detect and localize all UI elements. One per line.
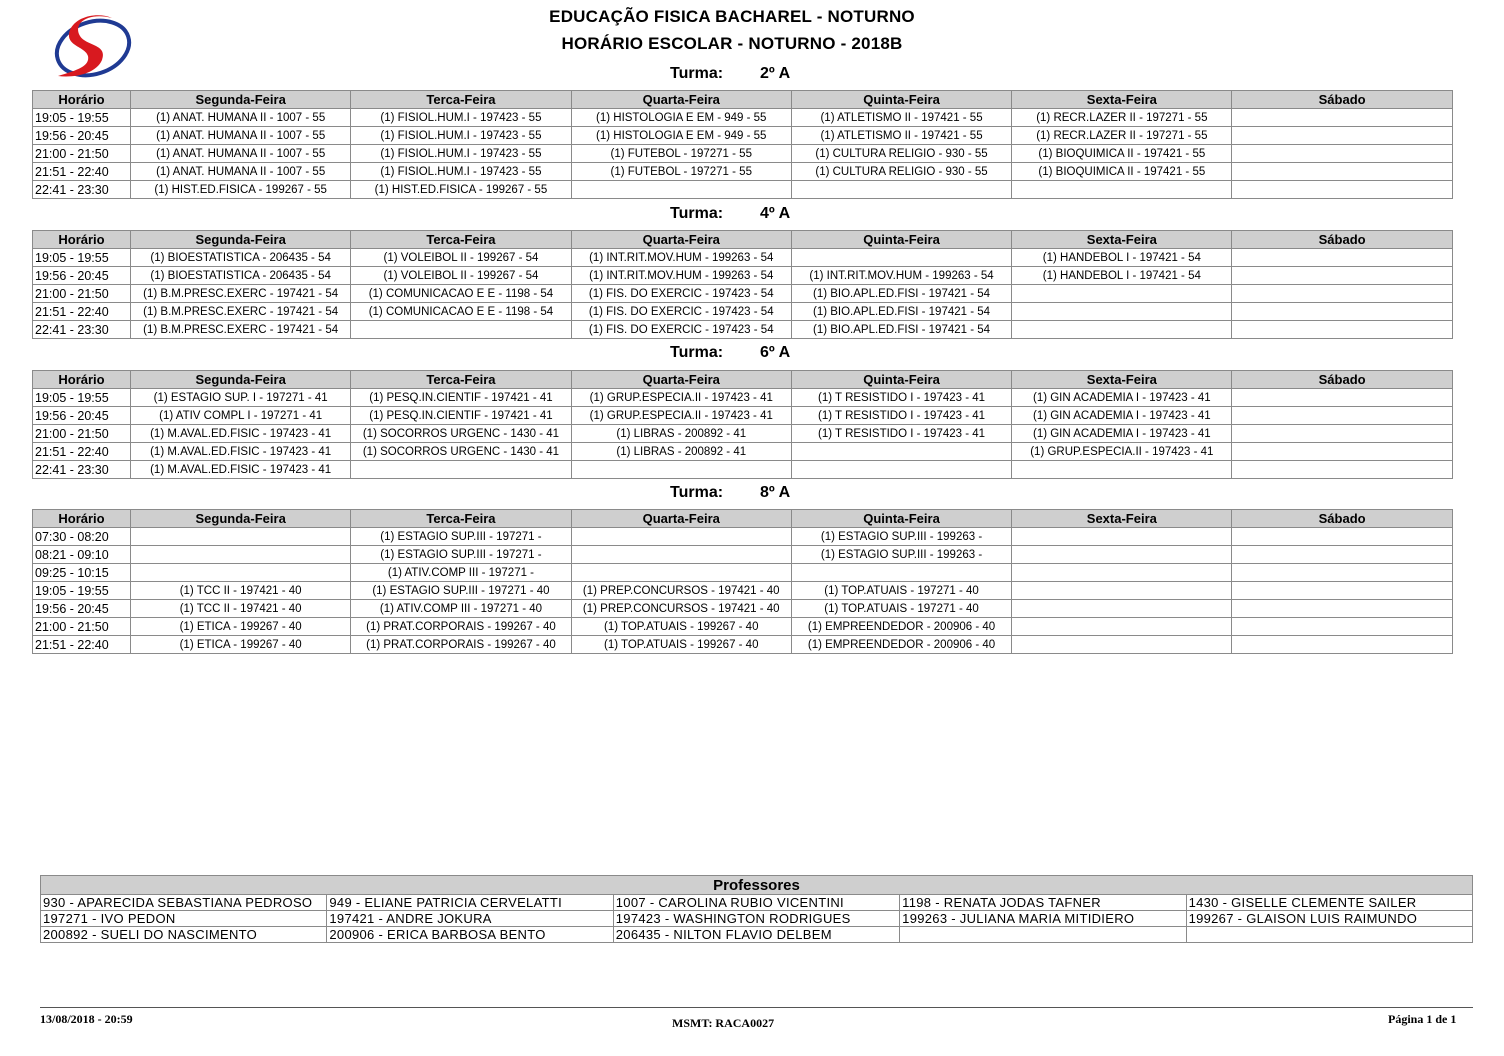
header-row bbox=[33, 510, 1453, 528]
class-cell: (1) ATIV COMPL I - 197271 - 41 bbox=[131, 407, 351, 425]
header-row bbox=[33, 91, 1453, 109]
class-cell: (1) PESQ.IN.CIENTIF - 197421 - 41 bbox=[351, 407, 571, 425]
class-cell bbox=[571, 528, 791, 546]
time-cell: 21:00 - 21:50 bbox=[33, 145, 131, 163]
class-cell: (1) FISIOL.HUM.I - 197423 - 55 bbox=[351, 145, 571, 163]
class-cell bbox=[1012, 600, 1232, 618]
class-cell: (1) TOP.ATUAIS - 197271 - 40 bbox=[791, 600, 1011, 618]
class-cell bbox=[1232, 145, 1452, 163]
class-cell bbox=[1232, 425, 1452, 443]
document-title: EDUCAÇÃO FISICA BACHAREL - NOTURNO bbox=[549, 7, 915, 26]
schedule-table bbox=[32, 230, 1453, 339]
class-cell bbox=[1012, 546, 1232, 564]
class-cell: (1) TCC II - 197421 - 40 bbox=[131, 600, 351, 618]
class-cell: (1) TCC II - 197421 - 40 bbox=[131, 582, 351, 600]
time-cell: 08:21 - 09:10 bbox=[33, 546, 131, 564]
column-header: Terca-Feira bbox=[351, 91, 571, 109]
column-header: Quinta-Feira bbox=[791, 371, 1011, 389]
class-cell: (1) HISTOLOGIA E EM - 949 - 55 bbox=[571, 109, 791, 127]
class-cell bbox=[1232, 600, 1452, 618]
column-header: Sexta-Feira bbox=[1012, 91, 1232, 109]
class-cell: (1) BIO.APL.ED.FISI - 197421 - 54 bbox=[791, 321, 1011, 339]
time-cell: 21:51 - 22:40 bbox=[33, 443, 131, 461]
class-cell: (1) COMUNICACAO E E - 1198 - 54 bbox=[351, 303, 571, 321]
class-cell: (1) FUTEBOL - 197271 - 55 bbox=[571, 163, 791, 181]
class-cell bbox=[1012, 461, 1232, 479]
class-cell bbox=[131, 546, 351, 564]
column-header: Terca-Feira bbox=[351, 510, 571, 528]
professor-cell: 200892 - SUELI DO NASCIMENTO bbox=[41, 927, 327, 943]
column-header: Quarta-Feira bbox=[571, 231, 791, 249]
schedule-table bbox=[32, 90, 1453, 199]
class-cell: (1) ETICA - 199267 - 40 bbox=[131, 618, 351, 636]
time-cell: 19:05 - 19:55 bbox=[33, 582, 131, 600]
class-cell bbox=[791, 461, 1011, 479]
class-cell: (1) BIO.APL.ED.FISI - 197421 - 54 bbox=[791, 303, 1011, 321]
class-cell bbox=[351, 321, 571, 339]
class-cell bbox=[791, 564, 1011, 582]
class-cell: (1) FISIOL.HUM.I - 197423 - 55 bbox=[351, 163, 571, 181]
class-cell bbox=[1232, 303, 1452, 321]
class-cell: (1) M.AVAL.ED.FISIC - 197423 - 41 bbox=[131, 425, 351, 443]
class-cell bbox=[1232, 321, 1452, 339]
class-cell: (1) HIST.ED.FISICA - 199267 - 55 bbox=[351, 181, 571, 199]
table-row bbox=[33, 636, 1453, 654]
class-cell: (1) TOP.ATUAIS - 197271 - 40 bbox=[791, 582, 1011, 600]
class-cell: (1) FISIOL.HUM.I - 197423 - 55 bbox=[351, 127, 571, 145]
professor-cell: 1430 - GISELLE CLEMENTE SAILER bbox=[1186, 895, 1472, 911]
table-row bbox=[33, 600, 1453, 618]
class-cell bbox=[1232, 109, 1452, 127]
class-cell: (1) ESTAGIO SUP.III - 199263 - bbox=[791, 528, 1011, 546]
class-cell: (1) FUTEBOL - 197271 - 55 bbox=[571, 145, 791, 163]
class-cell: (1) ATLETISMO II - 197421 - 55 bbox=[791, 127, 1011, 145]
class-cell: (1) FIS. DO EXERCIC - 197423 - 54 bbox=[571, 303, 791, 321]
table-row bbox=[33, 425, 1453, 443]
professor-cell bbox=[1186, 927, 1472, 943]
column-header: Segunda-Feira bbox=[131, 371, 351, 389]
class-cell: (1) VOLEIBOL II - 199267 - 54 bbox=[351, 267, 571, 285]
professores-table bbox=[40, 875, 1473, 943]
class-cell: (1) SOCORROS URGENC - 1430 - 41 bbox=[351, 443, 571, 461]
class-cell: (1) ANAT. HUMANA II - 1007 - 55 bbox=[131, 163, 351, 181]
class-cell: (1) ATLETISMO II - 197421 - 55 bbox=[791, 109, 1011, 127]
class-cell: (1) ATIV.COMP III - 197271 - bbox=[351, 564, 571, 582]
class-cell: (1) INT.RIT.MOV.HUM - 199263 - 54 bbox=[571, 267, 791, 285]
footer-date: 13/08/2018 - 20:59 bbox=[40, 1012, 133, 1026]
turma-value: 8º A bbox=[760, 484, 791, 501]
table-row bbox=[33, 528, 1453, 546]
class-cell: (1) T RESISTIDO I - 197423 - 41 bbox=[791, 425, 1011, 443]
table-row bbox=[33, 249, 1453, 267]
time-cell: 21:51 - 22:40 bbox=[33, 303, 131, 321]
column-header: Segunda-Feira bbox=[131, 510, 351, 528]
class-cell bbox=[1232, 564, 1452, 582]
time-cell: 19:56 - 20:45 bbox=[33, 267, 131, 285]
class-cell bbox=[1232, 461, 1452, 479]
time-cell: 22:41 - 23:30 bbox=[33, 321, 131, 339]
class-cell: (1) ESTAGIO SUP.III - 199263 - bbox=[791, 546, 1011, 564]
class-cell: (1) ATIV.COMP III - 197271 - 40 bbox=[351, 600, 571, 618]
class-cell: (1) HANDEBOL I - 197421 - 54 bbox=[1012, 249, 1232, 267]
column-header: Sexta-Feira bbox=[1012, 231, 1232, 249]
table-row bbox=[33, 618, 1453, 636]
professor-cell: 199263 - JULIANA MARIA MITIDIERO bbox=[900, 911, 1186, 927]
class-cell bbox=[571, 461, 791, 479]
turma-label: Turma: bbox=[670, 65, 724, 82]
column-header: Horário bbox=[33, 510, 131, 528]
class-cell: (1) T RESISTIDO I - 197423 - 41 bbox=[791, 407, 1011, 425]
class-cell: (1) EMPREENDEDOR - 200906 - 40 bbox=[791, 636, 1011, 654]
professor-cell: 1007 - CAROLINA RUBIO VICENTINI bbox=[613, 895, 899, 911]
professor-cell: 949 - ELIANE PATRICIA CERVELATTI bbox=[327, 895, 613, 911]
class-cell: (1) BIOQUIMICA II - 197421 - 55 bbox=[1012, 163, 1232, 181]
class-cell: (1) CULTURA RELIGIO - 930 - 55 bbox=[791, 145, 1011, 163]
table-row bbox=[33, 443, 1453, 461]
turma-label: Turma: bbox=[670, 484, 724, 501]
class-cell: (1) BIO.APL.ED.FISI - 197421 - 54 bbox=[791, 285, 1011, 303]
class-cell bbox=[1232, 181, 1452, 199]
column-header: Quinta-Feira bbox=[791, 231, 1011, 249]
table-row bbox=[41, 927, 1473, 943]
table-row bbox=[33, 564, 1453, 582]
column-header: Sexta-Feira bbox=[1012, 510, 1232, 528]
class-cell bbox=[1012, 528, 1232, 546]
class-cell bbox=[1232, 443, 1452, 461]
footer-page: Página 1 de 1 bbox=[1388, 1012, 1457, 1026]
footer-divider bbox=[40, 1007, 1473, 1008]
class-cell: (1) HANDEBOL I - 197421 - 54 bbox=[1012, 267, 1232, 285]
time-cell: 19:56 - 20:45 bbox=[33, 600, 131, 618]
class-cell: (1) PREP.CONCURSOS - 197421 - 40 bbox=[571, 600, 791, 618]
class-cell bbox=[1232, 407, 1452, 425]
class-cell bbox=[791, 249, 1011, 267]
time-cell: 07:30 - 08:20 bbox=[33, 528, 131, 546]
column-header: Horário bbox=[33, 91, 131, 109]
professor-cell: 200906 - ERICA BARBOSA BENTO bbox=[327, 927, 613, 943]
class-cell: (1) B.M.PRESC.EXERC - 197421 - 54 bbox=[131, 285, 351, 303]
class-cell bbox=[791, 443, 1011, 461]
class-cell: (1) ESTAGIO SUP.III - 197271 - bbox=[351, 528, 571, 546]
class-cell bbox=[1232, 528, 1452, 546]
time-cell: 21:51 - 22:40 bbox=[33, 163, 131, 181]
class-cell: (1) PRAT.CORPORAIS - 199267 - 40 bbox=[351, 618, 571, 636]
table-row bbox=[33, 163, 1453, 181]
professor-cell: 930 - APARECIDA SEBASTIANA PEDROSO bbox=[41, 895, 327, 911]
class-cell bbox=[1232, 249, 1452, 267]
class-cell: (1) ANAT. HUMANA II - 1007 - 55 bbox=[131, 109, 351, 127]
class-cell: (1) CULTURA RELIGIO - 930 - 55 bbox=[791, 163, 1011, 181]
class-cell: (1) LIBRAS - 200892 - 41 bbox=[571, 425, 791, 443]
footer-code: MSMT: RACA0027 bbox=[672, 1016, 775, 1030]
class-cell: (1) M.AVAL.ED.FISIC - 197423 - 41 bbox=[131, 461, 351, 479]
class-cell bbox=[1232, 582, 1452, 600]
class-cell bbox=[1012, 618, 1232, 636]
column-header: Segunda-Feira bbox=[131, 231, 351, 249]
class-cell bbox=[1232, 267, 1452, 285]
class-cell: (1) RECR.LAZER II - 197271 - 55 bbox=[1012, 109, 1232, 127]
professor-cell bbox=[900, 927, 1186, 943]
table-row bbox=[33, 109, 1453, 127]
class-cell: (1) GRUP.ESPECIA.II - 197423 - 41 bbox=[1012, 443, 1232, 461]
column-header: Quarta-Feira bbox=[571, 91, 791, 109]
table-row bbox=[33, 321, 1453, 339]
class-cell: (1) HIST.ED.FISICA - 199267 - 55 bbox=[131, 181, 351, 199]
class-cell bbox=[1232, 389, 1452, 407]
schedule-table bbox=[32, 509, 1453, 654]
column-header: Terca-Feira bbox=[351, 371, 571, 389]
turma-label: Turma: bbox=[670, 205, 724, 222]
time-cell: 19:05 - 19:55 bbox=[33, 109, 131, 127]
column-header: Sábado bbox=[1232, 231, 1452, 249]
column-header: Quinta-Feira bbox=[791, 91, 1011, 109]
turma-value: 2º A bbox=[760, 65, 791, 82]
table-row bbox=[33, 389, 1453, 407]
time-cell: 19:05 - 19:55 bbox=[33, 249, 131, 267]
class-cell: (1) SOCORROS URGENC - 1430 - 41 bbox=[351, 425, 571, 443]
class-cell: (1) BIOESTATISTICA - 206435 - 54 bbox=[131, 249, 351, 267]
class-cell: (1) LIBRAS - 200892 - 41 bbox=[571, 443, 791, 461]
turma-value: 6º A bbox=[760, 344, 791, 361]
time-cell: 21:51 - 22:40 bbox=[33, 636, 131, 654]
table-row bbox=[33, 303, 1453, 321]
class-cell: (1) GIN ACADEMIA I - 197423 - 41 bbox=[1012, 425, 1232, 443]
class-cell bbox=[1012, 321, 1232, 339]
class-cell: (1) RECR.LAZER II - 197271 - 55 bbox=[1012, 127, 1232, 145]
class-cell: (1) FIS. DO EXERCIC - 197423 - 54 bbox=[571, 321, 791, 339]
class-cell bbox=[1012, 564, 1232, 582]
class-cell: (1) GIN ACADEMIA I - 197423 - 41 bbox=[1012, 407, 1232, 425]
class-cell: (1) T RESISTIDO I - 197423 - 41 bbox=[791, 389, 1011, 407]
class-cell: (1) PRAT.CORPORAIS - 199267 - 40 bbox=[351, 636, 571, 654]
class-cell: (1) INT.RIT.MOV.HUM - 199263 - 54 bbox=[571, 249, 791, 267]
time-cell: 19:56 - 20:45 bbox=[33, 127, 131, 145]
class-cell: (1) ESTAGIO SUP. I - 197271 - 41 bbox=[131, 389, 351, 407]
column-header: Sábado bbox=[1232, 510, 1452, 528]
class-cell bbox=[1232, 285, 1452, 303]
table-row bbox=[33, 285, 1453, 303]
table-row bbox=[33, 546, 1453, 564]
class-cell: (1) INT.RIT.MOV.HUM - 199263 - 54 bbox=[791, 267, 1011, 285]
class-cell: (1) ANAT. HUMANA II - 1007 - 55 bbox=[131, 127, 351, 145]
class-cell bbox=[1232, 546, 1452, 564]
table-row bbox=[41, 895, 1473, 911]
professor-cell: 197423 - WASHINGTON RODRIGUES bbox=[613, 911, 899, 927]
table-row bbox=[33, 267, 1453, 285]
class-cell: (1) PESQ.IN.CIENTIF - 197421 - 41 bbox=[351, 389, 571, 407]
professores-title: Professores bbox=[41, 876, 1473, 895]
class-cell: (1) B.M.PRESC.EXERC - 197421 - 54 bbox=[131, 303, 351, 321]
class-cell bbox=[791, 181, 1011, 199]
class-cell: (1) EMPREENDEDOR - 200906 - 40 bbox=[791, 618, 1011, 636]
professor-cell: 199267 - GLAISON LUIS RAIMUNDO bbox=[1186, 911, 1472, 927]
class-cell bbox=[131, 564, 351, 582]
class-cell bbox=[131, 528, 351, 546]
column-header: Segunda-Feira bbox=[131, 91, 351, 109]
professor-cell: 206435 - NILTON FLAVIO DELBEM bbox=[613, 927, 899, 943]
column-header: Sábado bbox=[1232, 371, 1452, 389]
column-header: Sexta-Feira bbox=[1012, 371, 1232, 389]
class-cell: (1) BIOQUIMICA II - 197421 - 55 bbox=[1012, 145, 1232, 163]
table-row bbox=[41, 911, 1473, 927]
turma-label: Turma: bbox=[670, 344, 724, 361]
column-header: Horário bbox=[33, 371, 131, 389]
class-cell: (1) TOP.ATUAIS - 199267 - 40 bbox=[571, 618, 791, 636]
time-cell: 19:56 - 20:45 bbox=[33, 407, 131, 425]
column-header: Quarta-Feira bbox=[571, 510, 791, 528]
class-cell bbox=[571, 564, 791, 582]
class-cell bbox=[1012, 636, 1232, 654]
table-row bbox=[33, 145, 1453, 163]
class-cell: (1) PREP.CONCURSOS - 197421 - 40 bbox=[571, 582, 791, 600]
class-cell bbox=[1232, 127, 1452, 145]
turma-value: 4º A bbox=[760, 205, 791, 222]
table-row bbox=[33, 582, 1453, 600]
class-cell: (1) ESTAGIO SUP.III - 197271 - 40 bbox=[351, 582, 571, 600]
column-header: Terca-Feira bbox=[351, 231, 571, 249]
class-cell bbox=[351, 461, 571, 479]
professor-cell: 197421 - ANDRE JOKURA bbox=[327, 911, 613, 927]
table-row bbox=[33, 407, 1453, 425]
class-cell bbox=[571, 181, 791, 199]
table-row bbox=[33, 127, 1453, 145]
class-cell: (1) HISTOLOGIA E EM - 949 - 55 bbox=[571, 127, 791, 145]
class-cell bbox=[1012, 285, 1232, 303]
class-cell bbox=[1232, 636, 1452, 654]
column-header: Quinta-Feira bbox=[791, 510, 1011, 528]
class-cell: (1) GIN ACADEMIA I - 197423 - 41 bbox=[1012, 389, 1232, 407]
class-cell: (1) ETICA - 199267 - 40 bbox=[131, 636, 351, 654]
class-cell bbox=[1012, 181, 1232, 199]
time-cell: 22:41 - 23:30 bbox=[33, 461, 131, 479]
class-cell bbox=[1012, 582, 1232, 600]
class-cell: (1) GRUP.ESPECIA.II - 197423 - 41 bbox=[571, 407, 791, 425]
column-header: Horário bbox=[33, 231, 131, 249]
class-cell: (1) COMUNICACAO E E - 1198 - 54 bbox=[351, 285, 571, 303]
class-cell: (1) TOP.ATUAIS - 199267 - 40 bbox=[571, 636, 791, 654]
class-cell: (1) FIS. DO EXERCIC - 197423 - 54 bbox=[571, 285, 791, 303]
header-row bbox=[33, 231, 1453, 249]
professor-cell: 197271 - IVO PEDON bbox=[41, 911, 327, 927]
time-cell: 21:00 - 21:50 bbox=[33, 618, 131, 636]
class-cell: (1) BIOESTATISTICA - 206435 - 54 bbox=[131, 267, 351, 285]
table-row bbox=[33, 461, 1453, 479]
class-cell bbox=[1232, 163, 1452, 181]
class-cell: (1) ESTAGIO SUP.III - 197271 - bbox=[351, 546, 571, 564]
time-cell: 21:00 - 21:50 bbox=[33, 285, 131, 303]
class-cell: (1) VOLEIBOL II - 199267 - 54 bbox=[351, 249, 571, 267]
class-cell: (1) B.M.PRESC.EXERC - 197421 - 54 bbox=[131, 321, 351, 339]
time-cell: 22:41 - 23:30 bbox=[33, 181, 131, 199]
time-cell: 21:00 - 21:50 bbox=[33, 425, 131, 443]
schedule-table bbox=[32, 370, 1453, 479]
header-row bbox=[33, 371, 1453, 389]
class-cell bbox=[1232, 618, 1452, 636]
class-cell bbox=[1012, 303, 1232, 321]
class-cell: (1) FISIOL.HUM.I - 197423 - 55 bbox=[351, 109, 571, 127]
time-cell: 19:05 - 19:55 bbox=[33, 389, 131, 407]
column-header: Sábado bbox=[1232, 91, 1452, 109]
class-cell: (1) GRUP.ESPECIA.II - 197423 - 41 bbox=[571, 389, 791, 407]
column-header: Quarta-Feira bbox=[571, 371, 791, 389]
professor-cell: 1198 - RENATA JODAS TAFNER bbox=[900, 895, 1186, 911]
document-subtitle: HORÁRIO ESCOLAR - NOTURNO - 2018B bbox=[561, 34, 903, 53]
class-cell: (1) ANAT. HUMANA II - 1007 - 55 bbox=[131, 145, 351, 163]
class-cell: (1) M.AVAL.ED.FISIC - 197423 - 41 bbox=[131, 443, 351, 461]
table-row bbox=[33, 181, 1453, 199]
time-cell: 09:25 - 10:15 bbox=[33, 564, 131, 582]
class-cell bbox=[571, 546, 791, 564]
